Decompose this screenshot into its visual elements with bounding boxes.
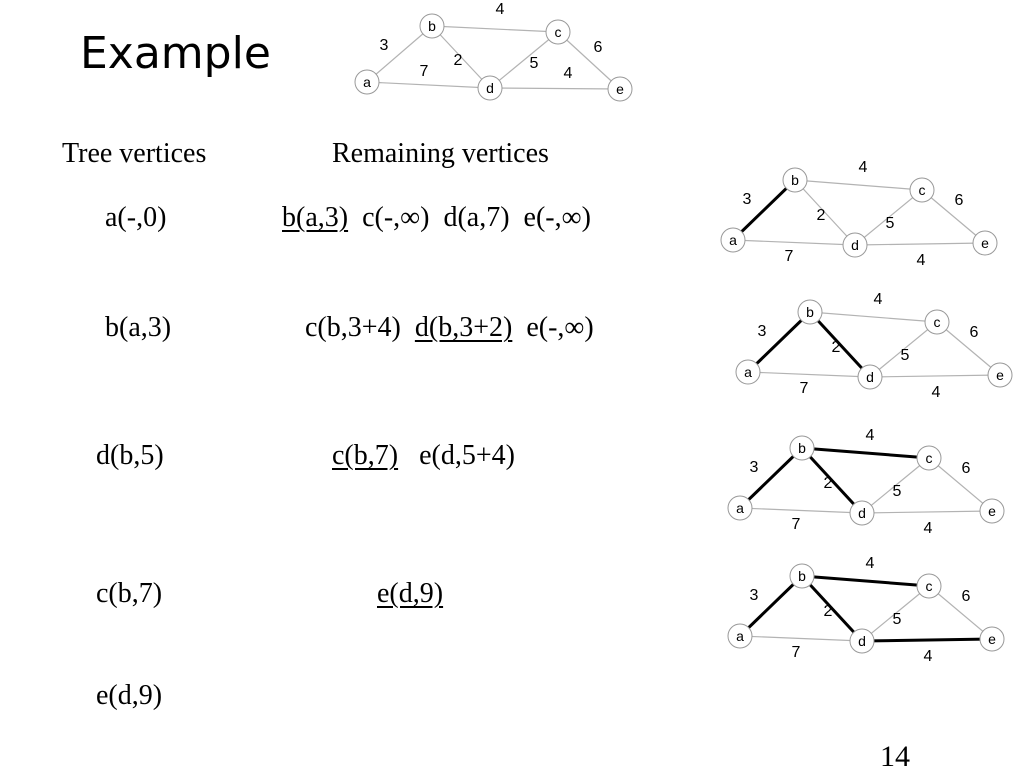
edge-weight-c-d: 5	[900, 347, 910, 364]
remaining-item: e(-,∞)	[526, 312, 594, 343]
edge-weight-b-d: 2	[831, 339, 841, 356]
remaining-row-3	[332, 440, 515, 472]
edge-weight-a-d: 7	[791, 516, 801, 533]
step-graph-4	[712, 556, 1012, 666]
edge-weight-c-d: 5	[892, 611, 902, 628]
edge-b-c	[802, 576, 929, 586]
edge-a-d	[740, 508, 862, 513]
edge-weight-a-d: 7	[799, 380, 809, 397]
edge-weight-c-e: 6	[593, 39, 603, 56]
edge-weight-c-e: 6	[961, 588, 971, 605]
vertex-label-a: a	[736, 500, 744, 516]
edge-weight-d-e: 4	[923, 648, 933, 665]
vertex-label-b: b	[798, 440, 806, 456]
edge-weight-a-b: 3	[742, 191, 752, 208]
edge-c-d	[490, 32, 558, 88]
tree-vertex-row-1: a(-,0)	[105, 202, 167, 233]
remaining-row-1	[282, 202, 591, 234]
edge-a-d	[748, 372, 870, 377]
vertex-label-a: a	[729, 232, 737, 248]
remaining-item: e(d,5+4)	[419, 440, 515, 471]
remaining-item: e(d,9)	[377, 578, 444, 609]
edge-d-e	[490, 88, 620, 89]
edge-b-c	[810, 312, 937, 322]
edge-a-b	[740, 448, 802, 508]
edge-d-e	[862, 639, 992, 641]
edge-d-e	[855, 243, 985, 245]
tree-vertex-row-2: b(a,3)	[105, 312, 172, 343]
edge-weight-c-e: 6	[969, 324, 979, 341]
edge-weight-a-d: 7	[784, 248, 794, 265]
remaining-row-4	[377, 578, 443, 610]
edge-weight-b-c: 4	[495, 2, 505, 18]
vertex-label-b: b	[791, 172, 799, 188]
edge-weight-d-e: 4	[931, 384, 941, 401]
edge-weight-c-d: 5	[892, 483, 902, 500]
edge-weight-b-d: 2	[823, 475, 833, 492]
edge-a-d	[367, 82, 490, 88]
edge-weight-a-b: 3	[757, 323, 767, 340]
vertex-label-b: b	[806, 304, 814, 320]
edge-a-b	[733, 180, 795, 240]
vertex-label-d: d	[858, 505, 866, 521]
edge-weight-b-d: 2	[816, 207, 826, 224]
remaining-item: b(a,3)	[282, 202, 349, 233]
page-number: 14	[880, 740, 910, 773]
edge-weight-c-e: 6	[954, 192, 964, 209]
edge-weight-b-c: 4	[873, 292, 883, 308]
edge-weight-a-b: 3	[379, 37, 389, 54]
edge-weight-c-d: 5	[529, 55, 539, 72]
remaining-item: d(a,7)	[443, 202, 510, 233]
remaining-item: c(-,∞)	[362, 202, 430, 233]
edge-d-e	[870, 375, 1000, 377]
edge-weight-c-d: 5	[885, 215, 895, 232]
remaining-item: c(b,7)	[332, 440, 399, 471]
edge-d-e	[862, 511, 992, 513]
vertex-label-e: e	[988, 503, 996, 519]
edge-weight-a-b: 3	[749, 587, 759, 604]
edge-b-c	[795, 180, 922, 190]
slide-title: Example	[80, 28, 271, 79]
step-graph-3	[712, 428, 1012, 538]
step-graph-2	[720, 292, 1020, 402]
vertex-label-c: c	[554, 24, 562, 40]
tree-vertices-header: Tree vertices	[62, 138, 207, 169]
remaining-row-2	[305, 312, 594, 344]
vertex-label-a: a	[744, 364, 752, 380]
vertex-label-d: d	[486, 80, 494, 96]
remaining-item: c(b,3+4)	[305, 312, 401, 343]
tree-vertex-row-3: d(b,5)	[96, 440, 164, 471]
tree-vertex-row-5: e(d,9)	[96, 680, 163, 711]
edge-a-d	[740, 636, 862, 641]
example-graph	[340, 2, 640, 107]
vertex-label-e: e	[996, 367, 1004, 383]
edge-weight-b-c: 4	[865, 428, 875, 444]
edge-weight-b-c: 4	[858, 160, 868, 176]
edge-weight-a-b: 3	[749, 459, 759, 476]
edge-weight-d-e: 4	[563, 65, 573, 82]
vertex-label-e: e	[988, 631, 996, 647]
step-graph-1	[705, 160, 1005, 270]
edge-a-b	[748, 312, 810, 372]
vertex-label-b: b	[798, 568, 806, 584]
edge-a-d	[733, 240, 855, 245]
vertex-label-b: b	[428, 18, 436, 34]
edge-weight-b-d: 2	[823, 603, 833, 620]
vertex-label-d: d	[866, 369, 874, 385]
edge-weight-d-e: 4	[916, 252, 926, 269]
vertex-label-c: c	[925, 578, 933, 594]
remaining-item: e(-,∞)	[523, 202, 591, 233]
vertex-label-c: c	[925, 450, 933, 466]
tree-vertex-row-4: c(b,7)	[96, 578, 163, 609]
edge-weight-d-e: 4	[923, 520, 933, 537]
remaining-item: d(b,3+2)	[414, 312, 513, 343]
vertex-label-e: e	[981, 235, 989, 251]
edge-weight-c-e: 6	[961, 460, 971, 477]
edge-weight-b-d: 2	[453, 52, 463, 69]
vertex-label-a: a	[363, 74, 371, 90]
vertex-label-c: c	[933, 314, 941, 330]
edge-weight-b-c: 4	[865, 556, 875, 572]
vertex-label-d: d	[851, 237, 859, 253]
remaining-vertices-header: Remaining vertices	[332, 138, 549, 169]
vertex-label-c: c	[918, 182, 926, 198]
vertex-label-a: a	[736, 628, 744, 644]
edge-weight-a-d: 7	[419, 63, 429, 80]
edge-weight-a-d: 7	[791, 644, 801, 661]
vertex-label-e: e	[616, 81, 624, 97]
vertex-label-d: d	[858, 633, 866, 649]
edge-b-c	[802, 448, 929, 458]
edge-a-b	[740, 576, 802, 636]
edge-b-c	[432, 26, 558, 32]
